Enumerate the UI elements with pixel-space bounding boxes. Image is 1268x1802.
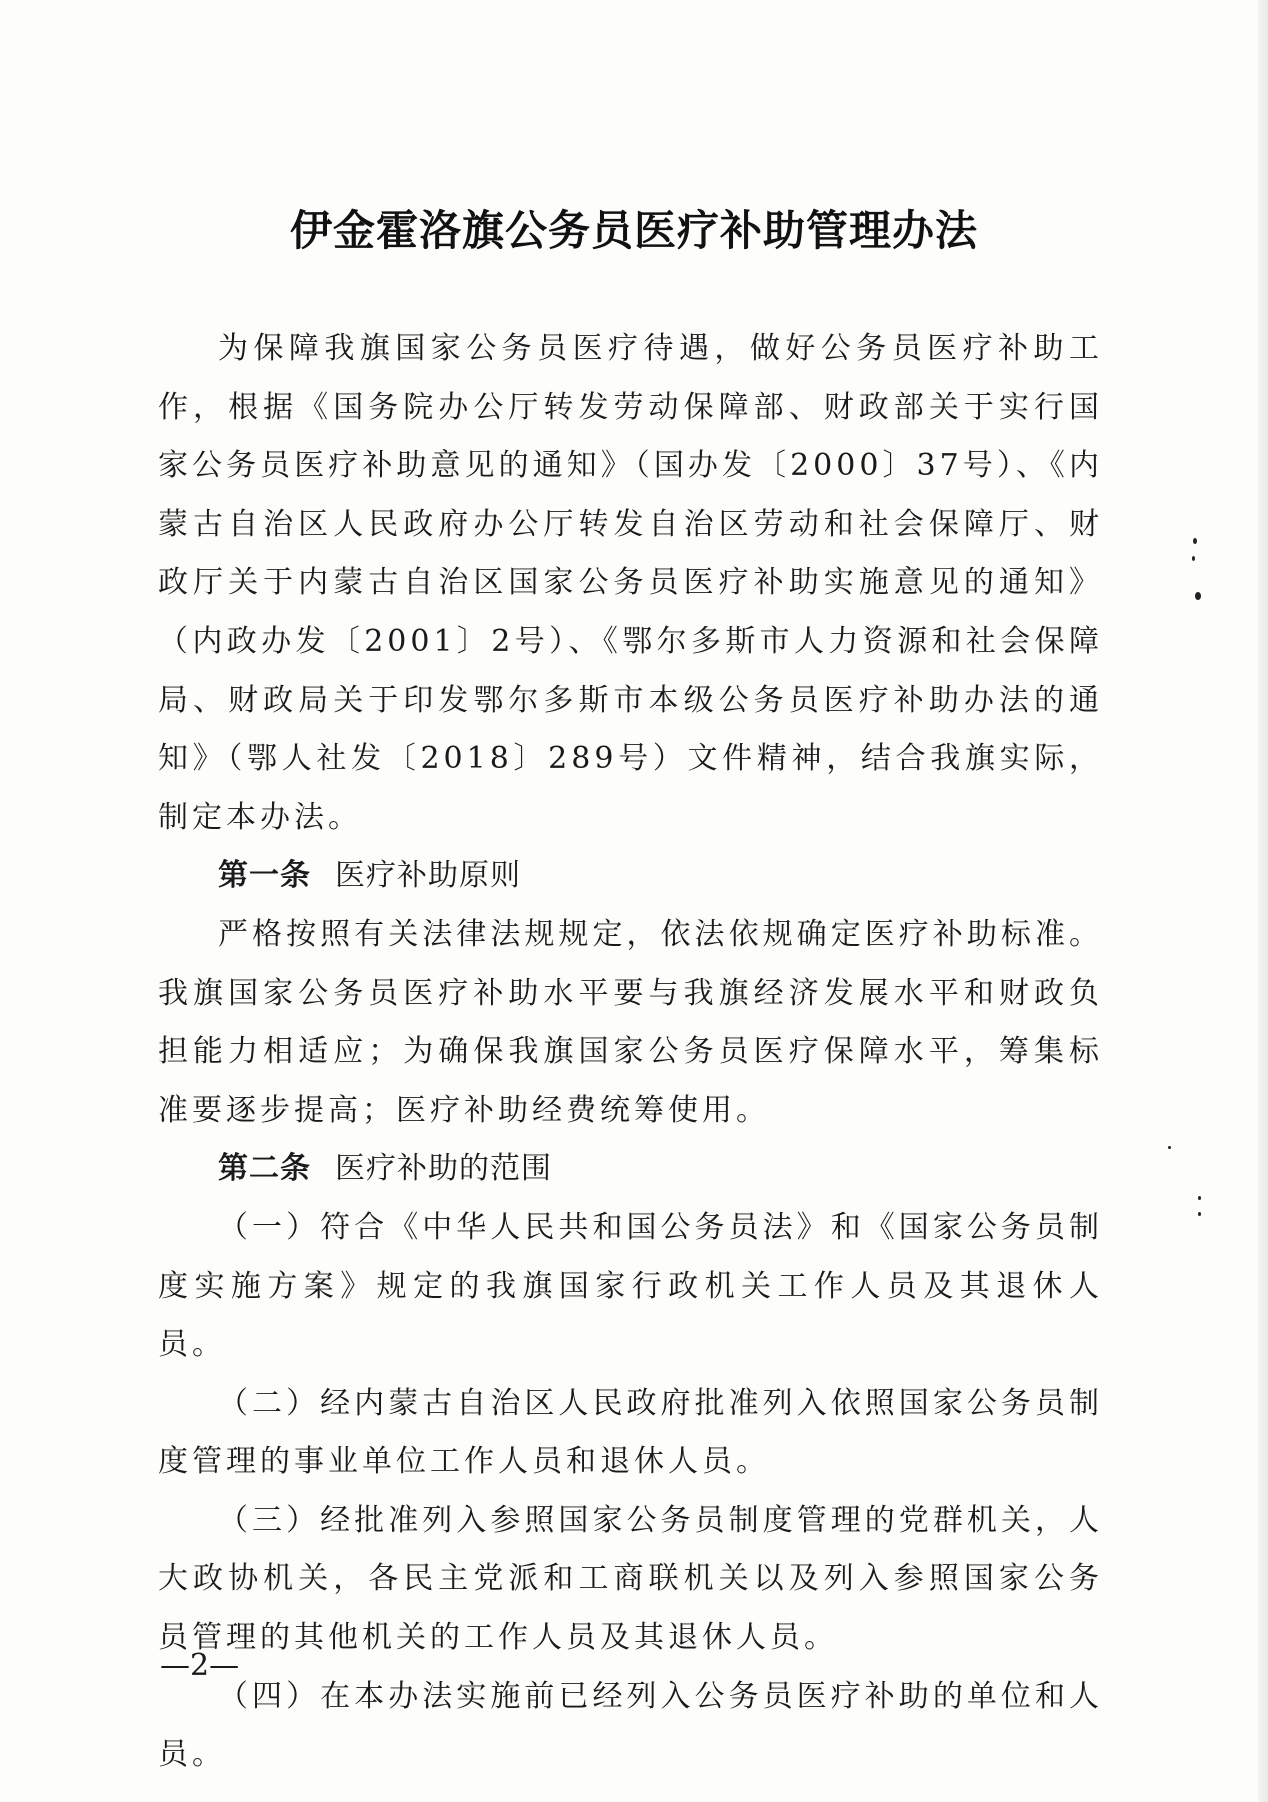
article-1-heading — [158, 847, 1103, 906]
scan-speck — [1192, 556, 1195, 561]
article-1-paragraph: 严格按照有关法律法规规定，依法依规确定医疗补助标准。我旗国家公务员医疗补助水平要与我旗经济发展水平和财政负担能力相适应；为确保我旗国家公务员医疗保障水平，筹集标准要逐步提高；医疗补助经费统筹使用。 — [158, 916, 1103, 1128]
article-2-number: 第二条 — [218, 1151, 311, 1187]
article-2-item-2: （二）经内蒙古自治区人民政府批准列入依照国家公务员制度管理的事业单位工作人员和退休人员。 — [158, 1385, 1103, 1480]
scan-speck — [1195, 592, 1201, 600]
article-2-item-1: （一）符合《中华人民共和国公务员法》和《国家公务员制度实施方案》规定的我旗国家行政机关工作人员及其退休人员。 — [158, 1209, 1103, 1363]
article-1-title: 医疗补助原则 — [335, 858, 521, 894]
scan-speck — [1193, 538, 1197, 544]
article-2-item-4: （四）在本办法实施前已经列入公务员医疗补助的单位和人员。 — [158, 1678, 1103, 1773]
scan-speck — [1168, 1146, 1171, 1149]
article-1-number: 第一条 — [218, 858, 311, 894]
document-body — [158, 320, 1103, 1785]
scan-edge — [1258, 0, 1268, 1802]
page-number: —2— — [160, 1648, 240, 1683]
article-2-item-3: （三）经批准列入参照国家公务员制度管理的党群机关，人大政协机关，各民主党派和工商联机关以及列入参照国家公务员管理的其他机关的工作人员及其退休人员。 — [158, 1502, 1103, 1656]
article-2-heading — [158, 1140, 1103, 1199]
intro-paragraph: 为保障我旗国家公务员医疗待遇，做好公务员医疗补助工作，根据《国务院办公厅转发劳动保障部、财政部关于实行国家公务员医疗补助意见的通知》（国办发〔2000〕37号）、《内蒙古自治区人民政府办公厅转发自治区劳动和社会保障厅、财政厅关于内蒙古自治区国家公务员医疗补助实施意见的通知》（内政办发〔2001〕2号）、《鄂尔多斯市人力资源和社会保障局、财政局关于印发鄂尔多斯市本级公务员医疗补助办法的通知》（鄂人社发〔2018〕289号）文件精神，结合我旗实际，制定本办法。 — [158, 331, 1103, 835]
scan-speck — [1198, 1212, 1201, 1216]
article-2-title: 医疗补助的范围 — [335, 1151, 552, 1187]
scan-speck — [1198, 1196, 1201, 1200]
document-title: 伊金霍洛旗公务员医疗补助管理办法 — [289, 206, 978, 255]
